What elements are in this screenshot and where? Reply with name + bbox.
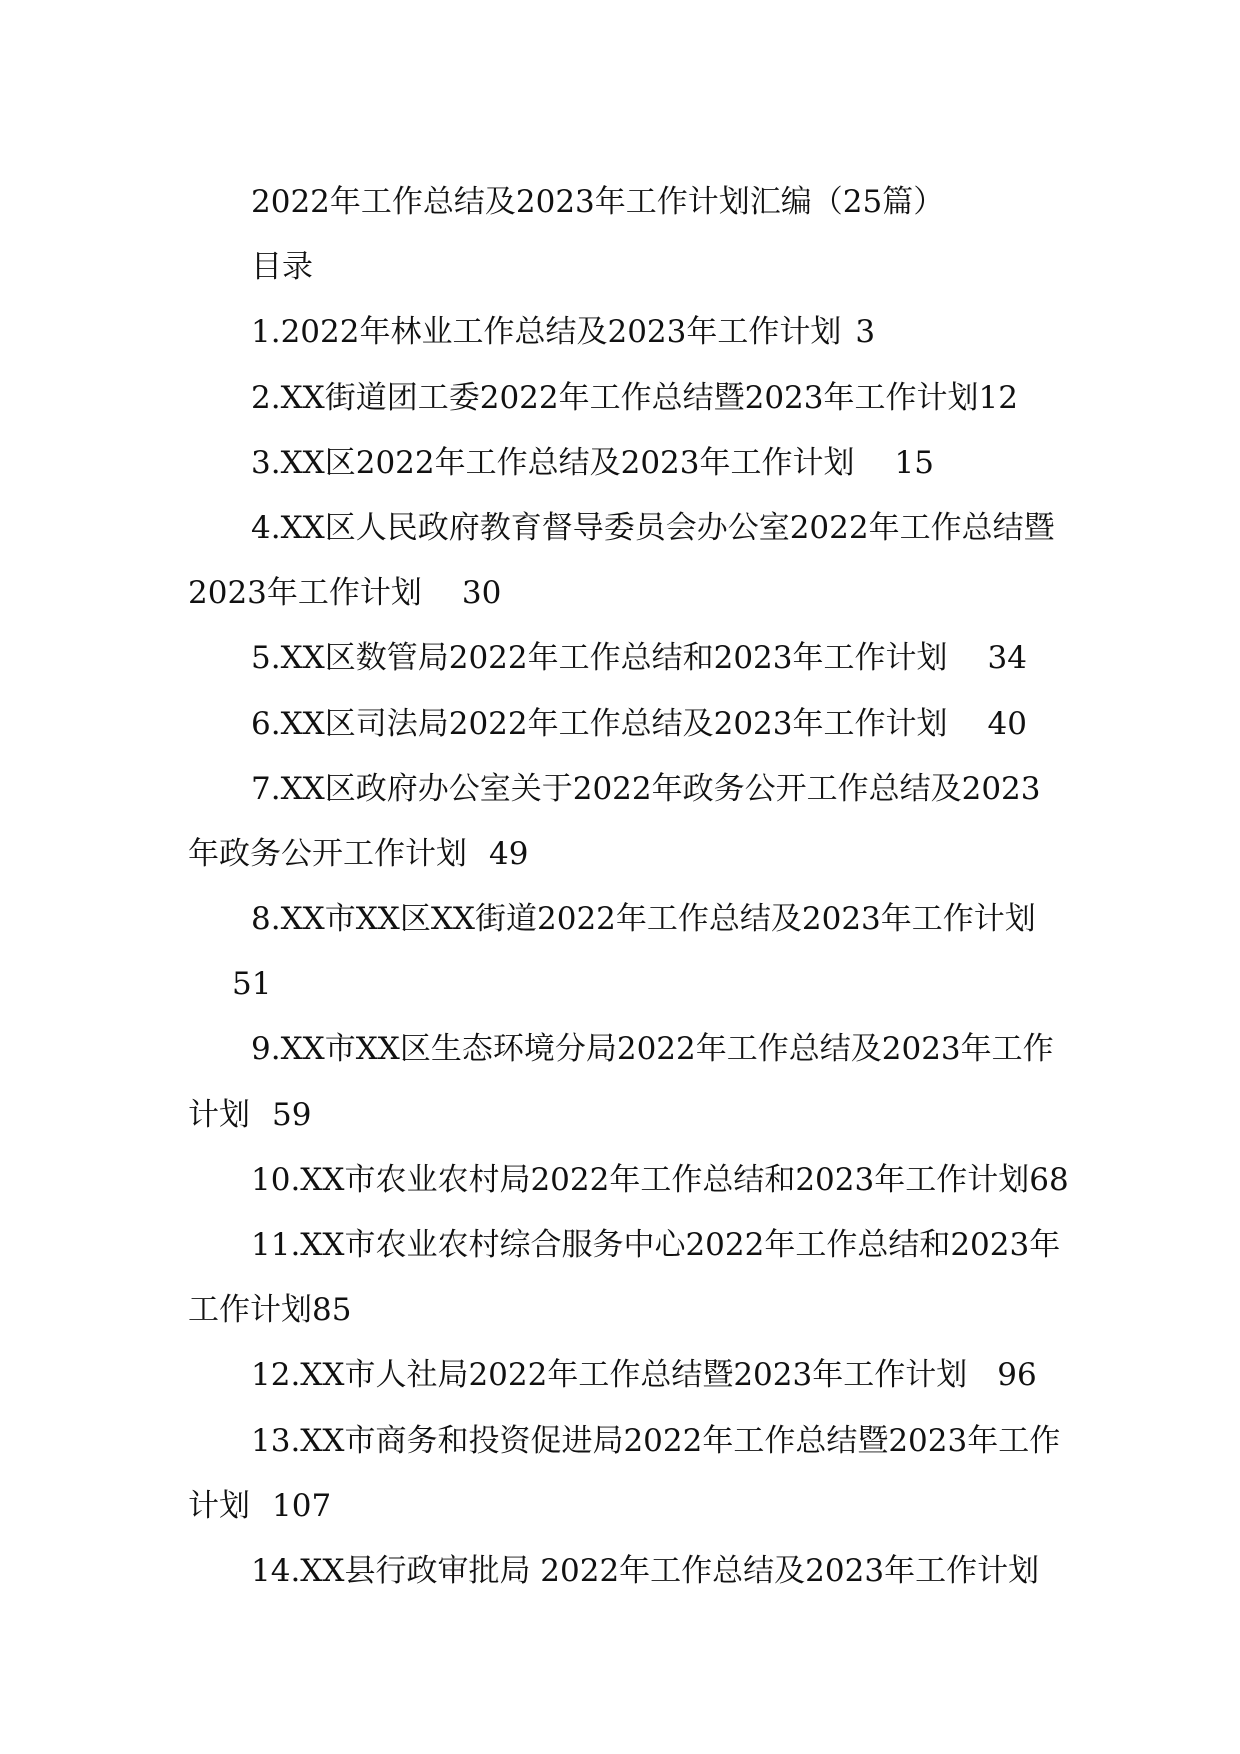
toc-entry-12[interactable]	[188, 1343, 1060, 1408]
toc-entry-text: 2.XX街道团工委2022年工作总结暨2023年工作计划	[251, 379, 979, 416]
toc-entry-13-continuation[interactable]	[188, 1474, 1060, 1539]
toc-entry-13[interactable]	[188, 1409, 1060, 1474]
document-title: 2022年工作总结及2023年工作计划汇编（25篇）	[251, 184, 945, 220]
toc-entry-4[interactable]	[188, 496, 1060, 561]
toc-entry-text: 14.XX县行政审批局 2022年工作总结及2023年工作计划	[251, 1552, 1040, 1589]
toc-entry-page: 12	[978, 379, 1018, 416]
toc-entry-text-cont: 计划	[188, 1487, 250, 1524]
toc-entry-text: 12.XX市人社局2022年工作总结暨2023年工作计划	[251, 1357, 968, 1394]
toc-entry-10[interactable]	[188, 1148, 1069, 1213]
toc-entry-7[interactable]	[188, 757, 1060, 822]
toc-entry-text: 9.XX市XX区生态环境分局2022年工作总结及2023年工作	[251, 1031, 1054, 1068]
toc-entry-page: 68	[1029, 1161, 1069, 1198]
toc-entry-text: 6.XX区司法局2022年工作总结及2023年工作计划	[251, 705, 948, 742]
toc-entry-text: 13.XX市商务和投资促进局2022年工作总结暨2023年工作	[251, 1422, 1061, 1459]
toc-entry-9[interactable]	[188, 1017, 1060, 1082]
toc-entry-text-cont: 2023年工作计划	[188, 575, 422, 612]
toc-entry-11-continuation[interactable]	[188, 1278, 1060, 1343]
toc-entry-page: 15	[894, 444, 934, 481]
toc-entry-text: 7.XX区政府办公室关于2022年政务公开工作总结及2023	[251, 770, 1041, 807]
toc-entry-text: 5.XX区数管局2022年工作总结和2023年工作计划	[251, 640, 948, 677]
toc-entry-2[interactable]	[188, 366, 1060, 431]
toc-entry-page: 59	[272, 1096, 312, 1133]
toc-entry-page: 34	[987, 640, 1027, 677]
toc-entry-page: 3	[855, 314, 876, 351]
toc-entry-page: 107	[272, 1487, 332, 1524]
toc-entry-6[interactable]	[188, 692, 1060, 757]
toc-entry-7-continuation[interactable]	[188, 822, 1060, 887]
toc-entry-11[interactable]	[188, 1213, 1060, 1278]
toc-entry-9-continuation[interactable]	[188, 1083, 1060, 1148]
toc-entry-1[interactable]	[188, 300, 1060, 365]
toc-entry-text: 8.XX市XX区XX街道2022年工作总结及2023年工作计划	[251, 901, 1036, 938]
toc-entry-text: 10.XX市农业农村局2022年工作总结和2023年工作计划	[251, 1161, 1030, 1198]
toc-entry-text-cont: 工作计划	[188, 1292, 312, 1329]
toc-heading: 目录	[251, 249, 313, 286]
toc-entry-text: 4.XX区人民政府教育督导委员会办公室2022年工作总结暨	[251, 509, 1055, 546]
toc-entry-text: 11.XX市农业农村综合服务中心2022年工作总结和2023年	[251, 1227, 1061, 1263]
toc-entry-text-cont: 计划	[188, 1096, 250, 1133]
toc-entry-8[interactable]	[188, 887, 1060, 952]
toc-entry-text: 1.2022年林业工作总结及2023年工作计划	[251, 314, 842, 351]
toc-entry-text: 3.XX区2022年工作总结及2023年工作计划	[251, 444, 855, 481]
toc-entry-page: 51	[232, 966, 272, 1003]
toc-entry-page: 96	[997, 1357, 1037, 1394]
toc-entry-page: 85	[312, 1292, 352, 1329]
toc-page	[188, 170, 1069, 1604]
toc-entry-8-continuation[interactable]	[188, 952, 1060, 1017]
toc-entry-14[interactable]	[188, 1539, 1060, 1604]
toc-entry-5[interactable]	[188, 626, 1060, 691]
toc-entry-page: 49	[489, 835, 529, 872]
toc-entry-page: 40	[987, 705, 1027, 742]
toc-entry-page: 30	[461, 575, 502, 612]
toc-entry-3[interactable]	[188, 431, 1060, 496]
toc-entry-text-cont: 年政务公开工作计划	[188, 835, 467, 872]
toc-entry-4-continuation[interactable]	[188, 561, 1060, 626]
